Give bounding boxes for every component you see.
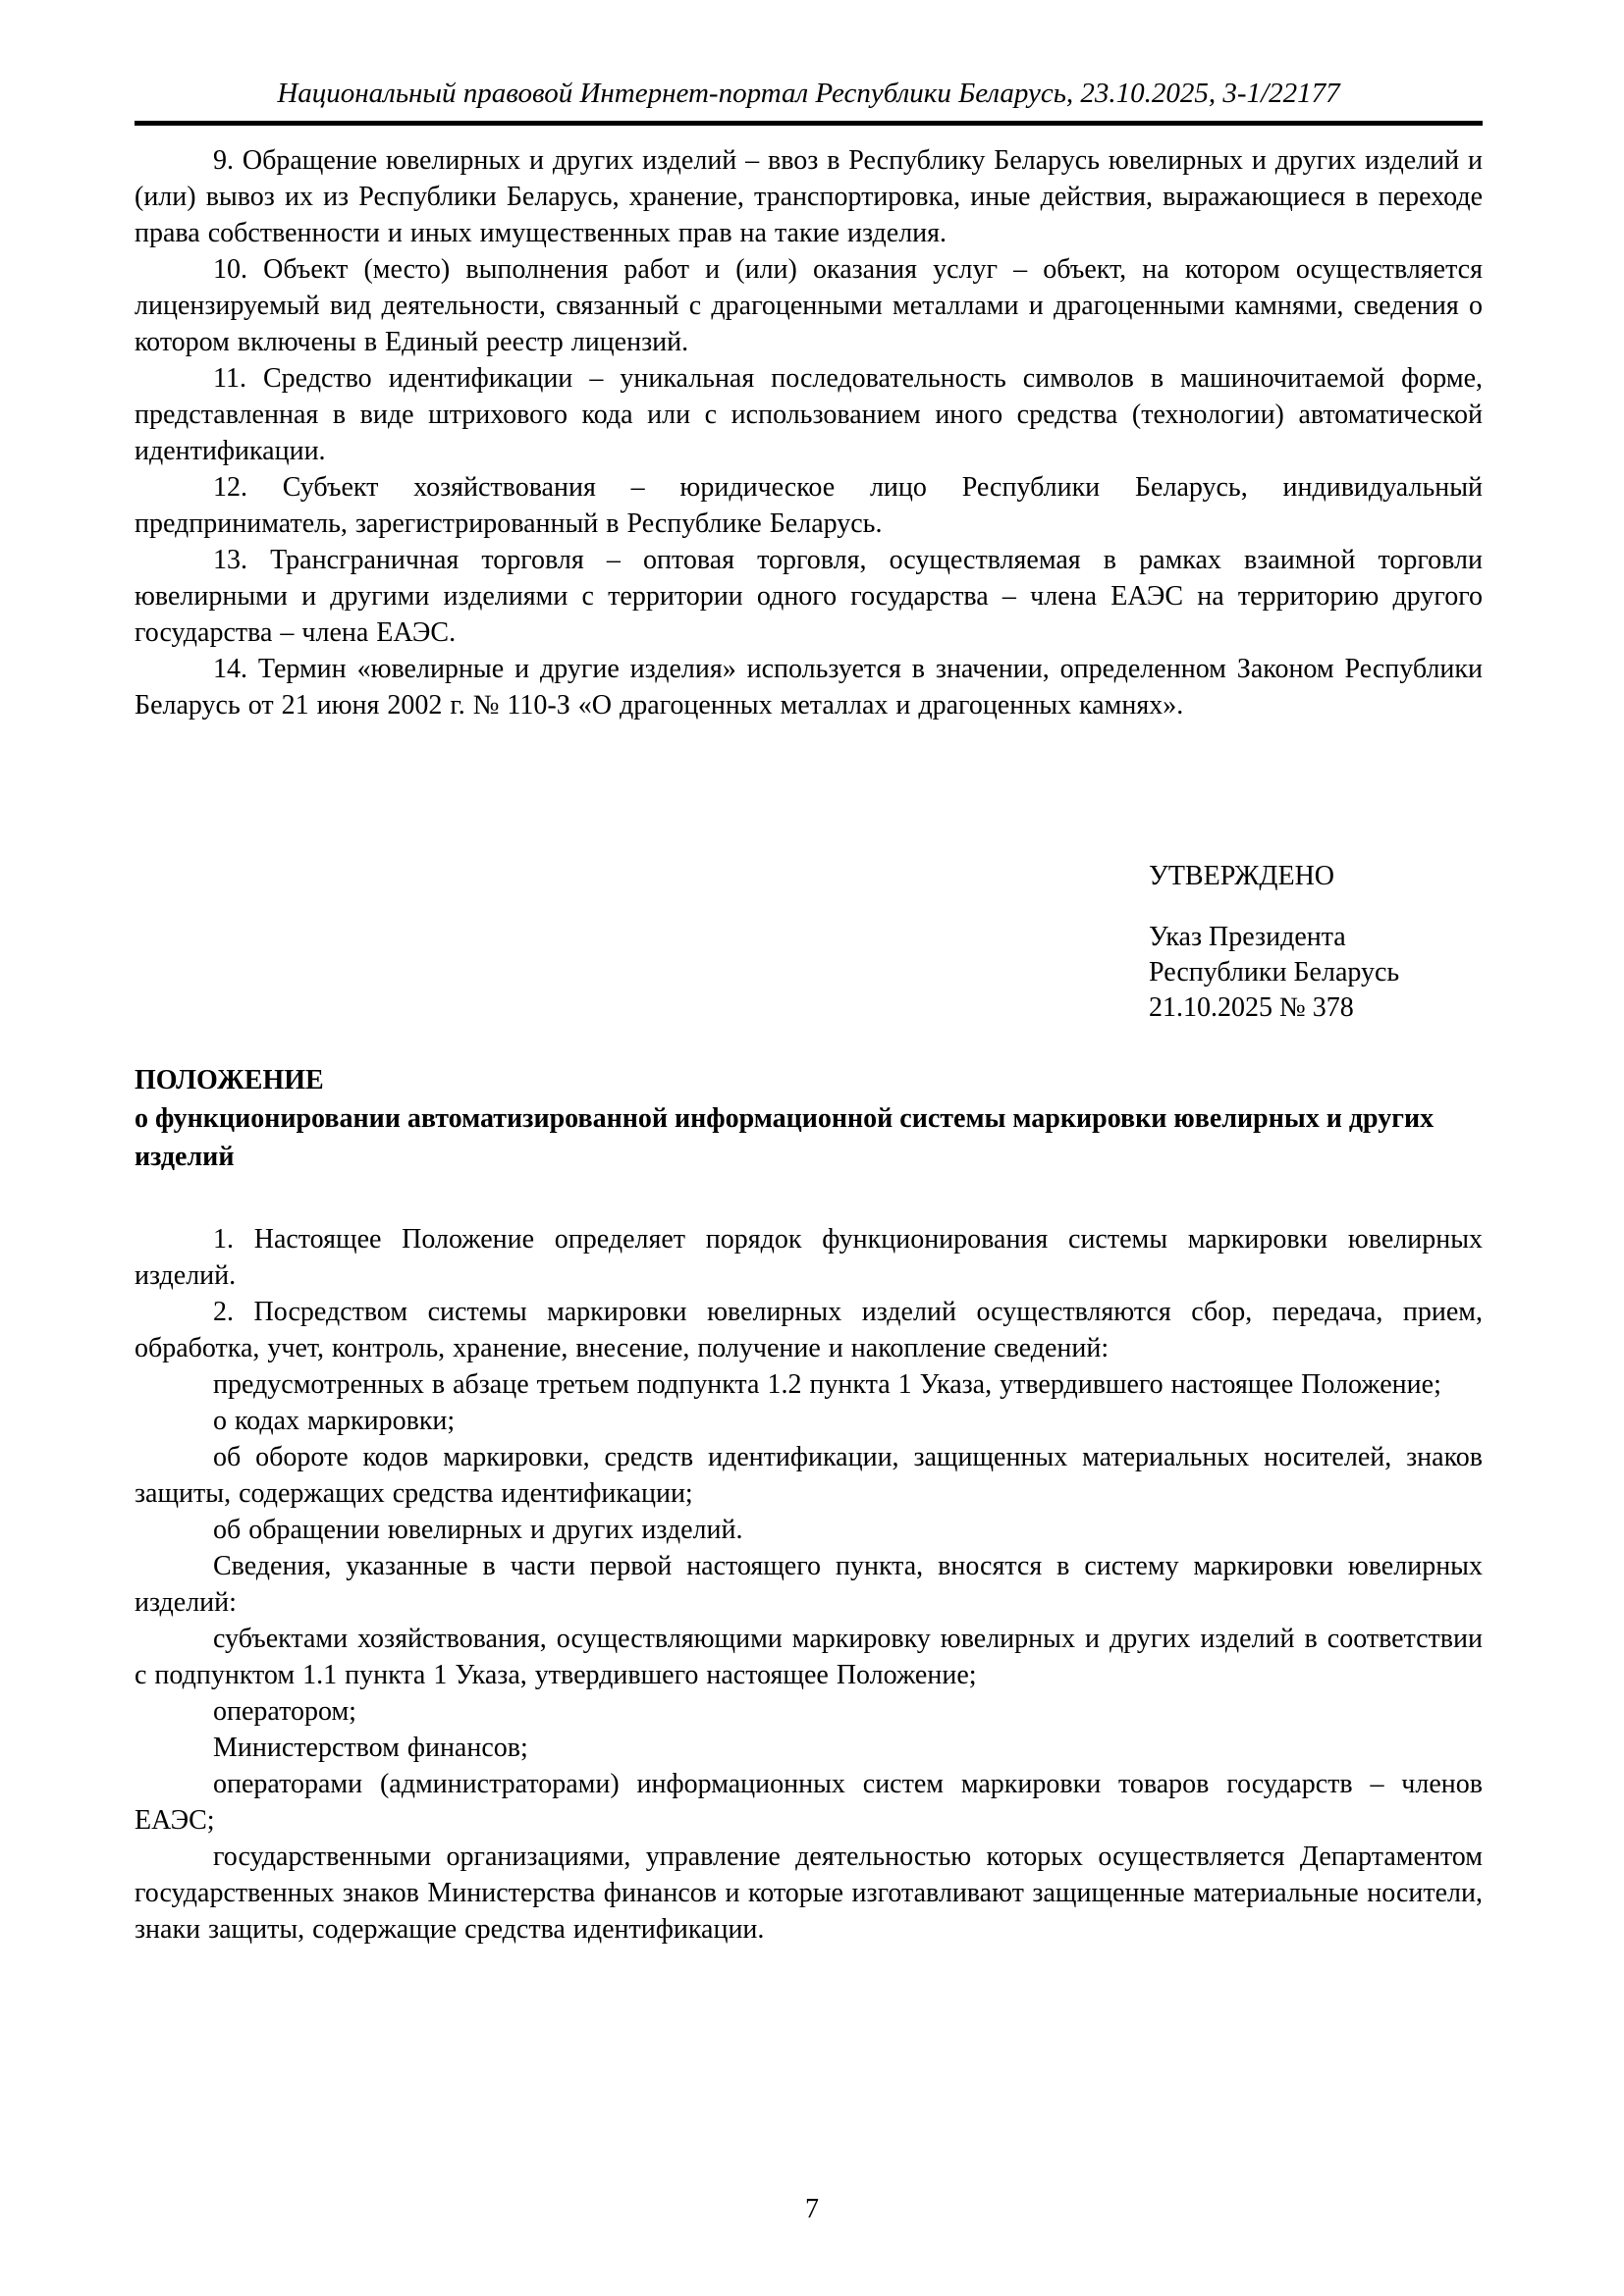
approval-source-line-1: Указ Президента xyxy=(1149,922,1346,952)
page-number: 7 xyxy=(805,2194,819,2224)
regulation-paragraph-2: 2. Посредством системы маркировки ювелирных изделий осуществляются сбор, передача, прием, обработка, учет, контроль, хранение, внесение, получение и накопление сведений: xyxy=(135,1297,1483,1363)
regulation-body xyxy=(135,1221,1483,1948)
regulation-title: ПОЛОЖЕНИЕ xyxy=(135,1065,324,1095)
portal-header: Национальный правовой Интернет-портал Республики Беларусь, 23.10.2025, 3-1/22177 xyxy=(135,77,1483,126)
definition-paragraph-9: 9. Обращение ювелирных и других изделий – ввоз в Республику Беларусь ювелирных и других изделий и (или) вывоз их из Республики Беларусь, хранение, транспортировка, иные действия, выражающиеся в переходе права собственности и иных имущественных прав на такие изделия. xyxy=(135,145,1483,248)
regulation-paragraph-1: 1. Настоящее Положение определяет порядок функционирования системы маркировки ювелирных изделий. xyxy=(135,1224,1483,1291)
regulation-subparagraph: Министерством финансов; xyxy=(213,1733,528,1763)
regulation-subparagraph: предусмотренных в абзаце третьем подпункта 1.2 пункта 1 Указа, утвердившего настоящее Положение; xyxy=(213,1369,1441,1400)
regulation-subparagraph: оператором; xyxy=(213,1696,356,1727)
regulation-subparagraph: о кодах маркировки; xyxy=(213,1406,456,1436)
definition-paragraph-14: 14. Термин «ювелирные и другие изделия» используется в значении, определенном Законом Республики Беларусь от 21 июня 2002 г. № 110-З «О драгоценных металлах и драгоценных камнях». xyxy=(135,654,1483,721)
regulation-subparagraph: субъектами хозяйствования, осуществляющими маркировку ювелирных и других изделий в соответствии с подпунктом 1.1 пункта 1 Указа, утвердившего настоящее Положение; xyxy=(135,1624,1483,1690)
regulation-paragraph-part-two: Сведения, указанные в части первой настоящего пункта, вносятся в систему маркировки ювелирных изделий: xyxy=(135,1551,1483,1618)
approval-stamp xyxy=(1149,859,1483,1026)
approval-source-line-2: Республики Беларусь xyxy=(1149,957,1400,988)
definitions-section xyxy=(135,142,1483,723)
regulation-subparagraph: операторами (администраторами) информационных систем маркировки товаров государств – членов ЕАЭС; xyxy=(135,1769,1483,1836)
definition-paragraph-10: 10. Объект (место) выполнения работ и (или) оказания услуг – объект, на котором осуществляется лицензируемый вид деятельности, связанный с драгоценными металлами и драгоценными камнями, сведения о котором включены в Единый реестр лицензий. xyxy=(135,254,1483,357)
regulation-subparagraph: об обращении ювелирных и других изделий. xyxy=(213,1515,743,1545)
regulation-subparagraph: об обороте кодов маркировки, средств идентификации, защищенных материальных носителей, знаков защиты, содержащих средства идентификации; xyxy=(135,1442,1483,1509)
definition-paragraph-13: 13. Трансграничная торговля – оптовая торговля, осуществляемая в рамках взаимной торговли ювелирными и другими изделиями с территории одного государства – члена ЕАЭС на территорию другого государства – члена ЕАЭС. xyxy=(135,545,1483,648)
definition-paragraph-11: 11. Средство идентификации – уникальная последовательность символов в машиночитаемой форме, представленная в виде штрихового кода или с использованием иного средства (технологии) автоматической идентификации. xyxy=(135,363,1483,466)
definition-paragraph-12: 12. Субъект хозяйствования – юридическое лицо Республики Беларусь, индивидуальный предприниматель, зарегистрированный в Республике Беларусь. xyxy=(135,472,1483,539)
regulation-heading xyxy=(135,1061,1483,1176)
regulation-subtitle: о функционировании автоматизированной информационной системы маркировки ювелирных и других изделий xyxy=(135,1103,1435,1172)
approval-source-line-3: 21.10.2025 № 378 xyxy=(1149,992,1354,1023)
approval-label: УТВЕРЖДЕНО xyxy=(1149,861,1335,891)
regulation-subparagraph: государственными организациями, управление деятельностью которых осуществляется Департаментом государственных знаков Министерства финансов и которые изготавливают защищенные материальные носители, знаки защиты, содержащие средства идентификации. xyxy=(135,1842,1483,1945)
